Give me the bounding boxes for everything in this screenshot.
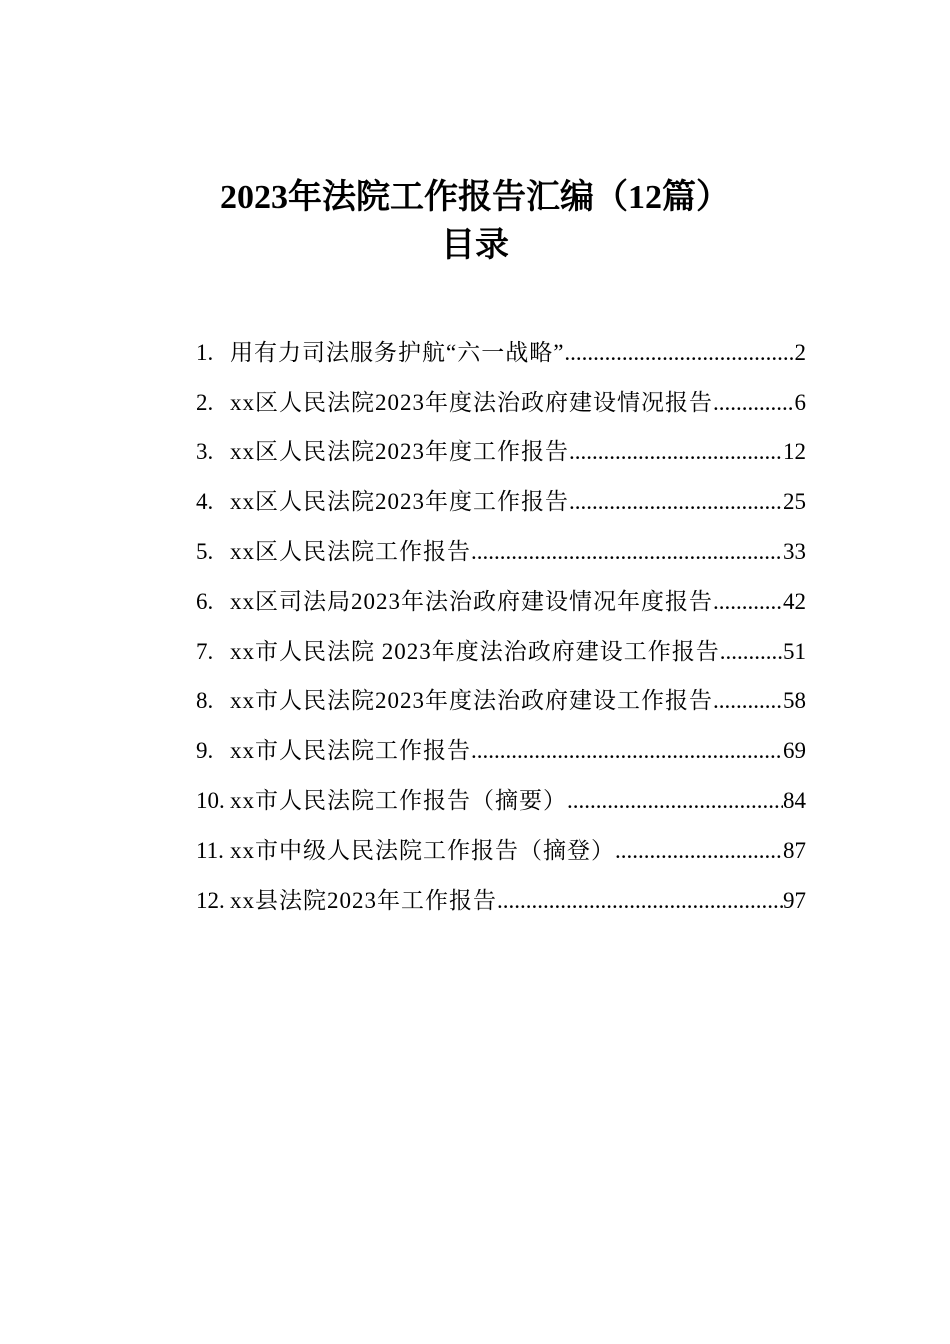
toc-entry-3[interactable] (196, 428, 806, 478)
toc-entry-title: xx市人民法院工作报告 (230, 738, 471, 764)
dot-leader (497, 879, 783, 923)
toc-entry-title: xx区人民法院工作报告 (230, 539, 471, 565)
toc-entry-number: 6. (196, 588, 214, 614)
toc-entry-title: xx区人民法院2023年度法治政府建设情况报告 (230, 389, 713, 415)
toc-entry-page: 42 (783, 588, 806, 614)
toc-entry-title: xx区司法局2023年法治政府建设情况年度报告 (230, 588, 713, 614)
toc-entry-4[interactable] (196, 477, 806, 527)
toc-entry-page: 33 (783, 539, 806, 565)
toc-entry-title: xx县法院2023年工作报告 (230, 887, 497, 913)
toc-entry-number: 2. (196, 389, 214, 415)
toc-entry-page: 97 (783, 887, 806, 913)
toc-entry-7[interactable] (196, 627, 806, 677)
dot-leader (713, 679, 783, 723)
toc-entry-number: 4. (196, 489, 214, 515)
toc-entry-number: 1. (196, 339, 214, 365)
dot-leader (713, 580, 783, 624)
table-of-contents (196, 328, 806, 926)
dot-leader (471, 729, 783, 773)
toc-entry-number: 12. (196, 887, 225, 913)
toc-entry-1[interactable] (196, 328, 806, 378)
dot-leader (569, 430, 783, 474)
toc-entry-title: xx区人民法院2023年度工作报告 (230, 489, 569, 515)
toc-entry-title: xx市人民法院工作报告（摘要） (230, 788, 567, 814)
toc-entry-12[interactable] (196, 876, 806, 926)
toc-entry-title: xx区人民法院2023年度工作报告 (230, 439, 569, 465)
dot-leader (615, 829, 783, 873)
toc-entry-page: 87 (783, 837, 806, 863)
toc-entry-number: 8. (196, 688, 214, 714)
toc-entry-page: 12 (783, 439, 806, 465)
toc-entry-title: xx市人民法院2023年度法治政府建设工作报告 (230, 688, 713, 714)
toc-entry-number: 7. (196, 638, 214, 664)
dot-leader (569, 480, 783, 524)
toc-entry-5[interactable] (196, 527, 806, 577)
toc-entry-6[interactable] (196, 577, 806, 627)
toc-entry-page: 6 (794, 389, 806, 415)
toc-entry-number: 3. (196, 439, 214, 465)
toc-entry-page: 69 (783, 738, 806, 764)
toc-entry-number: 10. (196, 788, 225, 814)
document-title: 2023年法院工作报告汇编（12篇） (220, 179, 730, 216)
dot-leader (720, 630, 783, 674)
toc-entry-number: 11. (196, 837, 224, 863)
toc-entry-9[interactable] (196, 726, 806, 776)
toc-entry-2[interactable] (196, 378, 806, 428)
toc-entry-page: 51 (783, 638, 806, 664)
dot-leader (713, 381, 795, 425)
toc-entry-number: 5. (196, 539, 214, 565)
dot-leader (567, 779, 783, 823)
toc-entry-page: 2 (794, 339, 806, 365)
toc-entry-title: xx市中级人民法院工作报告（摘登） (230, 837, 615, 863)
dot-leader (471, 530, 783, 574)
toc-entry-11[interactable] (196, 826, 806, 876)
toc-entry-title: 用有力司法服务护航“六一战略” (230, 339, 565, 365)
toc-heading: 目录 (441, 227, 509, 264)
toc-entry-10[interactable] (196, 776, 806, 826)
toc-entry-8[interactable] (196, 677, 806, 727)
toc-entry-page: 58 (783, 688, 806, 714)
toc-entry-page: 84 (783, 788, 806, 814)
toc-entry-page: 25 (783, 489, 806, 515)
toc-entry-number: 9. (196, 738, 214, 764)
toc-entry-title: xx市人民法院 2023年度法治政府建设工作报告 (230, 638, 720, 664)
dot-leader (564, 331, 794, 375)
